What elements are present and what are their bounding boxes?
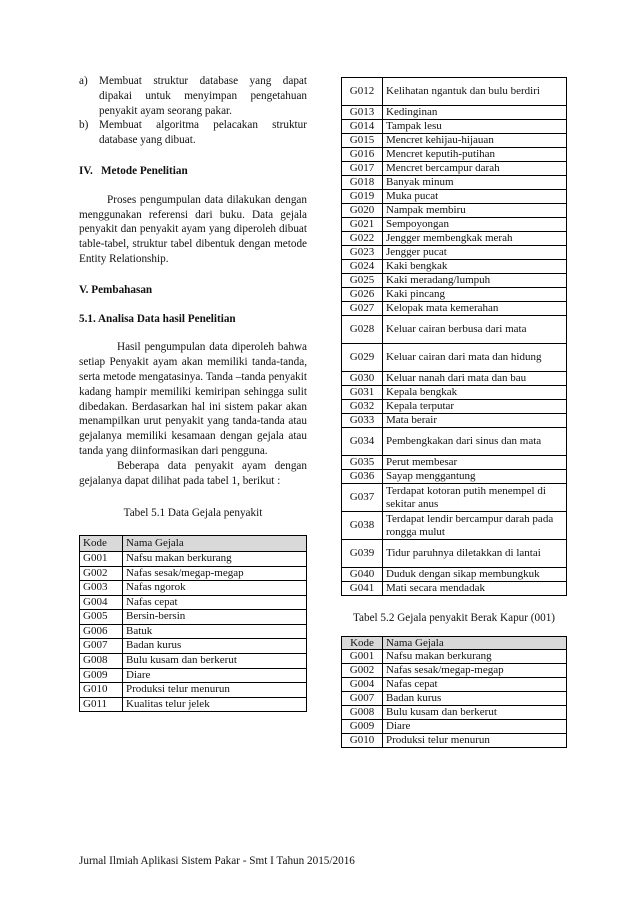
section-heading-5-1 <box>79 312 307 327</box>
table-5-1 <box>79 535 307 712</box>
cell-nama-gejala: Nafsu makan berkurang <box>383 650 567 664</box>
analysis-paragraph-2: Beberapa data penyakit ayam dengan gejalanya dapat dilihat pada tabel 1, berikut : <box>79 459 307 487</box>
table-row <box>342 148 567 162</box>
cell-kode: G009 <box>80 668 123 683</box>
cell-kode: G014 <box>342 120 383 134</box>
table-row <box>80 639 307 654</box>
table-row <box>342 120 567 134</box>
cell-kode: G019 <box>342 190 383 204</box>
cell-kode: G034 <box>342 428 383 456</box>
cell-kode: G024 <box>342 260 383 274</box>
cell-kode: G031 <box>342 386 383 400</box>
table-row <box>342 260 567 274</box>
table-row <box>342 106 567 120</box>
cell-nama-gejala: Kepala bengkak <box>383 386 567 400</box>
list-marker: b) <box>79 119 89 132</box>
cell-kode: G011 <box>80 697 123 712</box>
table-row <box>342 484 567 512</box>
header-nama-gejala: Nama Gejala <box>383 637 567 650</box>
cell-nama-gejala: Nafas cepat <box>383 678 567 692</box>
list-item <box>79 74 307 118</box>
table-row <box>342 664 567 678</box>
cell-nama-gejala: Mati secara mendadak <box>383 582 567 596</box>
cell-nama-gejala: Kepala terputar <box>383 400 567 414</box>
left-column <box>79 74 307 712</box>
table-row <box>342 414 567 428</box>
cell-nama-gejala: Kelihatan ngantuk dan bulu berdiri <box>383 78 567 106</box>
cell-kode: G020 <box>342 204 383 218</box>
cell-kode: G009 <box>342 720 383 734</box>
cell-kode: G005 <box>80 610 123 625</box>
cell-kode: G028 <box>342 316 383 344</box>
table-row <box>80 654 307 669</box>
right-column <box>341 77 567 748</box>
table-row <box>80 551 307 566</box>
cell-nama-gejala: Nafas sesak/megap-megap <box>383 664 567 678</box>
table-5-1-continued <box>341 77 567 596</box>
cell-nama-gejala: Kedinginan <box>383 106 567 120</box>
cell-kode: G039 <box>342 540 383 568</box>
cell-kode: G016 <box>342 148 383 162</box>
table-row <box>80 697 307 712</box>
table-row <box>342 176 567 190</box>
section-title: Metode Penelitian <box>101 164 188 177</box>
table-5-1-caption: Tabel 5.1 Data Gejala penyakit <box>123 507 263 520</box>
table-row <box>342 302 567 316</box>
list-text: Membuat algoritma pelacakan struktur database yang dibuat. <box>99 119 307 147</box>
header-kode: Kode <box>80 536 123 552</box>
table-row <box>342 162 567 176</box>
cell-kode: G033 <box>342 414 383 428</box>
table-header-row <box>342 637 567 650</box>
cell-kode: G006 <box>80 624 123 639</box>
cell-kode: G021 <box>342 218 383 232</box>
cell-nama-gejala: Kaki meradang/lumpuh <box>383 274 567 288</box>
cell-kode: G029 <box>342 344 383 372</box>
cell-kode: G008 <box>80 654 123 669</box>
cell-kode: G027 <box>342 302 383 316</box>
table-row <box>342 386 567 400</box>
cell-kode: G012 <box>342 78 383 106</box>
cell-kode: G017 <box>342 162 383 176</box>
cell-nama-gejala: Mata berair <box>383 414 567 428</box>
table-row <box>342 706 567 720</box>
table-header-row <box>80 536 307 552</box>
cell-kode: G002 <box>80 566 123 581</box>
cell-nama-gejala: Sempoyongan <box>383 218 567 232</box>
cell-nama-gejala: Mencret kehijau-hijauan <box>383 134 567 148</box>
cell-kode: G035 <box>342 456 383 470</box>
table-row <box>342 218 567 232</box>
table-5-2-caption: Tabel 5.2 Gejala penyakit Berak Kapur (001) <box>352 612 556 624</box>
table-row <box>80 668 307 683</box>
cell-nama-gejala: Nampak membiru <box>383 204 567 218</box>
table-row <box>342 246 567 260</box>
table-row <box>342 456 567 470</box>
table-row <box>342 274 567 288</box>
cell-kode: G018 <box>342 176 383 190</box>
list-text: Membuat struktur database yang dapat dipakai untuk menyimpan pengetahuan penyakit ayam seorang pakar. <box>99 75 307 117</box>
header-kode: Kode <box>342 637 383 650</box>
section-heading-iv <box>79 164 307 179</box>
cell-kode: G026 <box>342 288 383 302</box>
table-5-2 <box>341 636 567 748</box>
cell-nama-gejala: Bulu kusam dan berkerut <box>123 654 307 669</box>
cell-nama-gejala: Kaki pincang <box>383 288 567 302</box>
table-row <box>342 400 567 414</box>
cell-kode: G008 <box>342 706 383 720</box>
table-row <box>342 678 567 692</box>
cell-nama-gejala: Kelopak mata kemerahan <box>383 302 567 316</box>
table-row <box>342 650 567 664</box>
cell-kode: G023 <box>342 246 383 260</box>
cell-nama-gejala: Jengger pucat <box>383 246 567 260</box>
table-row <box>342 232 567 246</box>
cell-nama-gejala: Mencret bercampur darah <box>383 162 567 176</box>
cell-kode: G001 <box>342 650 383 664</box>
cell-kode: G013 <box>342 106 383 120</box>
cell-kode: G032 <box>342 400 383 414</box>
cell-nama-gejala: Nafas ngorok <box>123 581 307 596</box>
cell-nama-gejala: Produksi telur menurun <box>383 734 567 748</box>
cell-nama-gejala: Muka pucat <box>383 190 567 204</box>
cell-nama-gejala: Pembengkakan dari sinus dan mata <box>383 428 567 456</box>
methods-paragraph: Proses pengumpulan data dilakukan dengan menggunakan referensi dari buku. Data gejala penyakit dan penyakit ayam yang diperoleh dibuat table-tabel, struktur tabel dibentuk dengan metode Entity Relationship. <box>79 193 307 265</box>
section-number: IV. <box>79 164 93 177</box>
cell-kode: G040 <box>342 568 383 582</box>
table-row <box>342 344 567 372</box>
section-title: 5.1. Analisa Data hasil Penelitian <box>79 312 236 325</box>
cell-nama-gejala: Badan kurus <box>383 692 567 706</box>
cell-nama-gejala: Diare <box>383 720 567 734</box>
cell-nama-gejala: Bulu kusam dan berkerut <box>383 706 567 720</box>
cell-nama-gejala: Produksi telur menurun <box>123 683 307 698</box>
cell-kode: G001 <box>80 551 123 566</box>
table-row <box>342 582 567 596</box>
table-row <box>342 288 567 302</box>
cell-kode: G041 <box>342 582 383 596</box>
cell-kode: G022 <box>342 232 383 246</box>
cell-nama-gejala: Terdapat kotoran putih menempel di sekitar anus <box>383 484 567 512</box>
cell-nama-gejala: Bersin-bersin <box>123 610 307 625</box>
table-row <box>80 683 307 698</box>
table-row <box>342 512 567 540</box>
cell-nama-gejala: Terdapat lendir bercampur darah pada rongga mulut <box>383 512 567 540</box>
cell-nama-gejala: Banyak minum <box>383 176 567 190</box>
table-row <box>342 372 567 386</box>
table-row <box>342 316 567 344</box>
cell-nama-gejala: Tampak lesu <box>383 120 567 134</box>
cell-nama-gejala: Kaki bengkak <box>383 260 567 274</box>
cell-nama-gejala: Nafas sesak/megap-megap <box>123 566 307 581</box>
cell-kode: G003 <box>80 581 123 596</box>
table-row <box>342 720 567 734</box>
table-row <box>80 581 307 596</box>
cell-kode: G004 <box>342 678 383 692</box>
cell-kode: G010 <box>80 683 123 698</box>
cell-nama-gejala: Keluar nanah dari mata dan bau <box>383 372 567 386</box>
cell-kode: G002 <box>342 664 383 678</box>
table-row <box>342 734 567 748</box>
table-row <box>342 428 567 456</box>
cell-nama-gejala: Perut membesar <box>383 456 567 470</box>
cell-nama-gejala: Duduk dengan sikap membungkuk <box>383 568 567 582</box>
table-row <box>342 190 567 204</box>
table-row <box>80 624 307 639</box>
cell-kode: G007 <box>80 639 123 654</box>
cell-nama-gejala: Batuk <box>123 624 307 639</box>
cell-nama-gejala: Tidur paruhnya diletakkan di lantai <box>383 540 567 568</box>
header-nama-gejala: Nama Gejala <box>123 536 307 552</box>
cell-nama-gejala: Mencret keputih-putihan <box>383 148 567 162</box>
journal-footer: Jurnal Ilmiah Aplikasi Sistem Pakar - Smt I Tahun 2015/2016 <box>79 855 355 867</box>
cell-kode: G037 <box>342 484 383 512</box>
cell-nama-gejala: Diare <box>123 668 307 683</box>
cell-kode: G007 <box>342 692 383 706</box>
cell-kode: G015 <box>342 134 383 148</box>
section-title: V. Pembahasan <box>79 283 153 296</box>
table-row <box>80 610 307 625</box>
cell-nama-gejala: Badan kurus <box>123 639 307 654</box>
table-row <box>342 568 567 582</box>
cell-kode: G036 <box>342 470 383 484</box>
list-marker: a) <box>79 75 88 87</box>
cell-nama-gejala: Keluar cairan berbusa dari mata <box>383 316 567 344</box>
section-heading-v <box>79 283 307 298</box>
table-row <box>80 566 307 581</box>
table-row <box>342 540 567 568</box>
table-row <box>342 692 567 706</box>
cell-nama-gejala: Nafas cepat <box>123 595 307 610</box>
cell-nama-gejala: Nafsu makan berkurang <box>123 551 307 566</box>
cell-kode: G010 <box>342 734 383 748</box>
table-row <box>342 134 567 148</box>
cell-nama-gejala: Keluar cairan dari mata dan hidung <box>383 344 567 372</box>
cell-nama-gejala: Kualitas telur jelek <box>123 697 307 712</box>
cell-kode: G038 <box>342 512 383 540</box>
cell-kode: G004 <box>80 595 123 610</box>
table-row <box>80 595 307 610</box>
list-item <box>79 118 307 148</box>
table-row <box>342 204 567 218</box>
cell-kode: G025 <box>342 274 383 288</box>
analysis-paragraph: Hasil pengumpulan data diperoleh bahwa setiap Penyakit ayam akan memiliki tanda-tanda, serta metode mengatasinya. Tanda –tanda penyakit kadang hampir memiliki kemiripan sehingga sulit dibedakan. Berdasarkan hal ini sistem pakar akan menampilkan urut penyakit yang tanda-tanda atau gejalanya memiliki kesamaan dengan gejala atau tanda yang diinformasikan dari pengguna. <box>79 341 307 457</box>
cell-nama-gejala: Jengger membengkak merah <box>383 232 567 246</box>
cell-kode: G030 <box>342 372 383 386</box>
cell-nama-gejala: Sayap menggantung <box>383 470 567 484</box>
table-row <box>342 78 567 106</box>
table-row <box>342 470 567 484</box>
